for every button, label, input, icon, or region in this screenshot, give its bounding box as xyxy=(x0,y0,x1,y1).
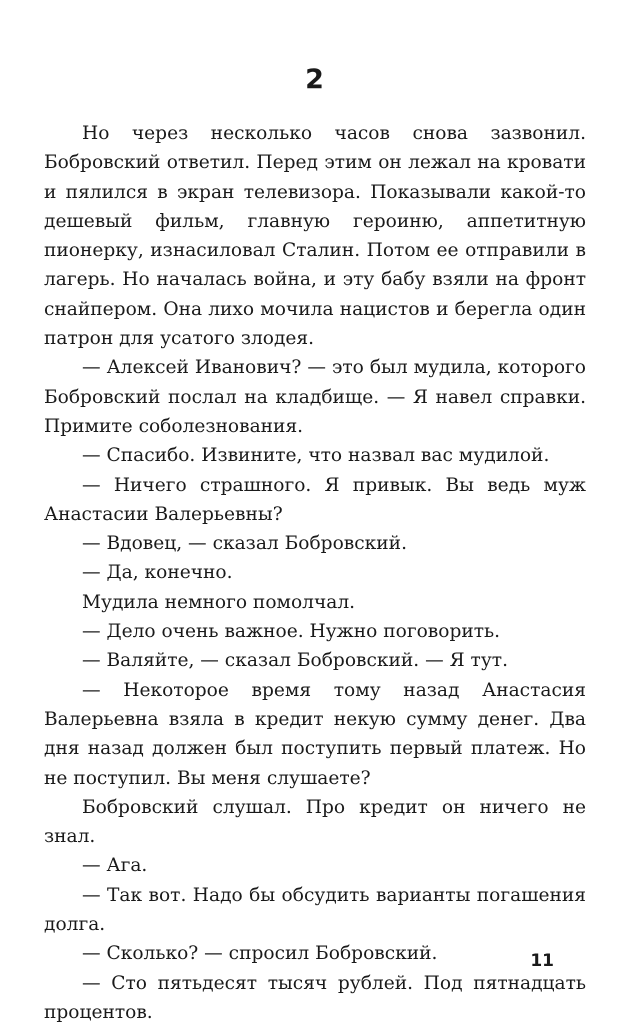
paragraph: — Алексей Иванович? — это был мудила, которого Бобровский послал на кладбище. — Я навел справки. Примите соболезнования. xyxy=(44,357,586,437)
paragraph: — Так вот. Надо бы обсудить варианты погашения долга. xyxy=(44,884,586,936)
paragraph: — Ага. xyxy=(82,855,148,877)
paragraph: — Некоторое время тому назад Анастасия Валерьевна взяла в кредит некую сумму денег. Два дня назад должен был поступить первый платеж. Но не поступил. Вы меня слушаете? xyxy=(44,679,586,789)
paragraph: Мудила немного помолчал. xyxy=(82,591,356,613)
paragraph: — Да, конечно. xyxy=(82,562,233,584)
chapter-heading: 2 xyxy=(305,64,324,95)
paragraph: — Сколько? — спросил Бобровский. xyxy=(82,943,438,965)
paragraph: — Спасибо. Извините, что назвал вас мудилой. xyxy=(82,445,550,467)
paragraph: — Вдовец, — сказал Бобровский. xyxy=(82,533,407,555)
paragraph: Но через несколько часов снова зазвонил. Бобровский ответил. Перед этим он лежал на кровати и пялился в экран телевизора. Показывали какой-то дешевый фильм, главную героиню, аппетитную пионерку, изнасиловал Сталин. Потом ее отправили в лагерь. Но началась война, и эту бабу взяли на фронт снайпером. Она лихо мочила нацистов и берегла один патрон для усатого злодея. xyxy=(44,123,586,350)
page-number: 11 xyxy=(530,951,554,971)
paragraph: — Валяйте, — сказал Бобровский. — Я тут. xyxy=(82,650,508,672)
paragraph: — Ничего страшного. Я привык. Вы ведь муж Анастасии Валерьевны? xyxy=(44,474,586,525)
paragraph: — Сто пятьдесят тысяч рублей. Под пятнадцать процентов. xyxy=(44,972,586,1023)
paragraph: Бобровский слушал. Про кредит он ничего не знал. xyxy=(44,796,586,848)
body-text xyxy=(44,119,586,1027)
paragraph: — Дело очень важное. Нужно поговорить. xyxy=(82,621,501,643)
